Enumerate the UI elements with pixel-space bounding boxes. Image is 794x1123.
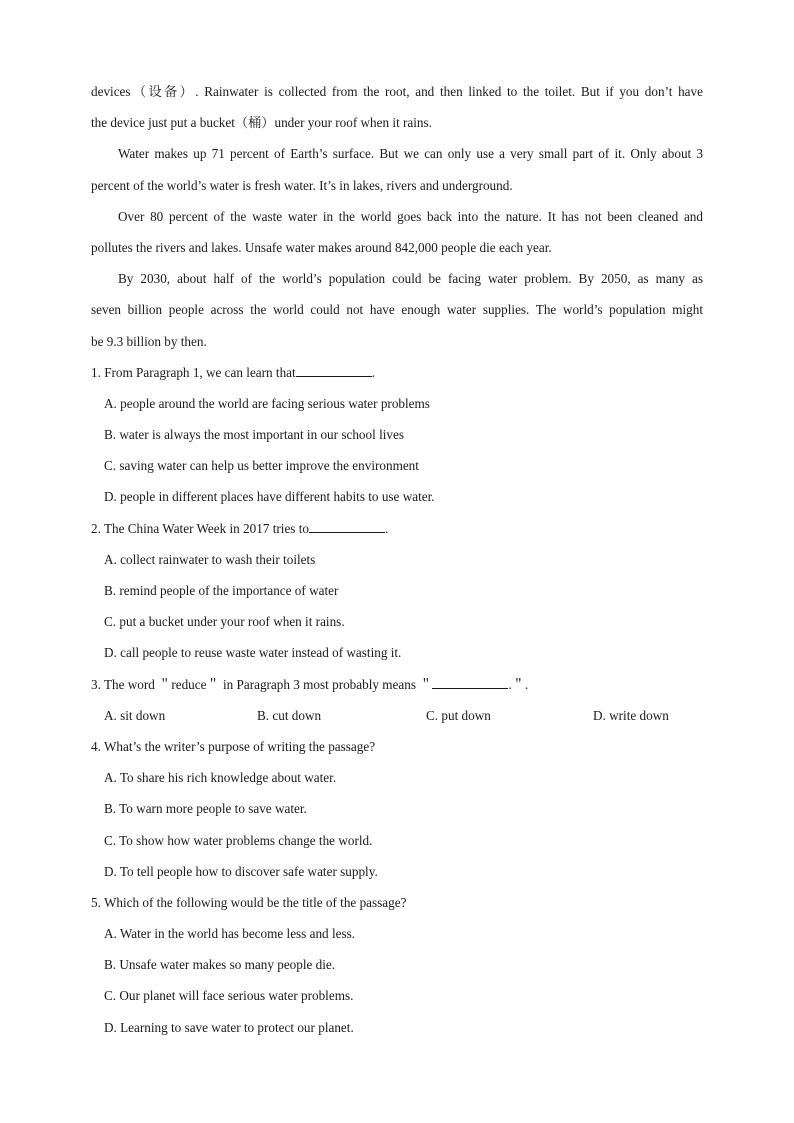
answer-option[interactable]: A. collect rainwater to wash their toilets [104, 551, 316, 567]
answer-blank[interactable] [432, 675, 508, 689]
answer-option[interactable]: A. To share his rich knowledge about water. [104, 770, 337, 786]
question-stem: 1. From Paragraph 1, we can learn that . [91, 364, 375, 380]
passage-line: seven billion people across the world could not have enough water supplies. The world’s population might [91, 302, 703, 318]
passage-line: the device just put a bucket（桶）under your roof when it rains. [91, 115, 432, 131]
passage-line: By 2030, about half of the world’s population could be facing water problem. By 2050, as many as [118, 271, 703, 287]
answer-option[interactable]: D. To tell people how to discover safe water supply. [104, 863, 378, 879]
passage-line: Over 80 percent of the waste water in the world goes back into the nature. It has not been cleaned and [118, 208, 703, 224]
answer-option[interactable]: D. call people to reuse waste water instead of wasting it. [104, 645, 402, 661]
answer-option[interactable]: B. Unsafe water makes so many people die. [104, 957, 336, 973]
question-stem: 2. The China Water Week in 2017 tries to . [91, 520, 389, 536]
answer-option[interactable]: D. Learning to save water to protect our planet. [104, 1019, 354, 1035]
passage-line: percent of the world’s water is fresh water. It’s in lakes, rivers and underground. [91, 177, 513, 193]
answer-options-row [91, 702, 703, 733]
answer-blank[interactable] [309, 519, 385, 533]
answer-option[interactable]: C. put a bucket under your roof when it rains. [104, 614, 345, 630]
answer-option[interactable]: C. Our planet will face serious water problems. [104, 988, 354, 1004]
answer-option[interactable]: B. cut down [257, 707, 322, 723]
answer-option[interactable]: A. people around the world are facing serious water problems [104, 395, 430, 411]
passage-line: be 9.3 billion by then. [91, 333, 207, 349]
answer-option[interactable]: B. To warn more people to save water. [104, 801, 307, 817]
document-page [91, 78, 703, 1045]
answer-blank[interactable] [296, 363, 372, 377]
answer-option[interactable]: C. saving water can help us better improve the environment [104, 458, 419, 474]
passage-line: pollutes the rivers and lakes. Unsafe water makes around 842,000 people die each year. [91, 239, 552, 255]
question-stem: 3. The word ＂reduce＂ in Paragraph 3 most probably means ＂ .＂. [91, 676, 529, 692]
answer-option[interactable]: A. Water in the world has become less and less. [104, 926, 356, 942]
answer-option[interactable]: B. remind people of the importance of water [104, 583, 339, 598]
passage-line: Water makes up 71 percent of Earth’s surface. But we can only use a very small part of it. Only about 3 [118, 146, 703, 162]
answer-option[interactable]: D. people in different places have different habits to use water. [104, 489, 435, 505]
answer-option[interactable]: C. To show how water problems change the world. [104, 832, 373, 848]
answer-option[interactable]: B. water is always the most important in our school lives [104, 427, 404, 443]
question-stem: 4. What’s the writer’s purpose of writing the passage? [91, 738, 376, 754]
answer-option[interactable]: A. sit down [104, 707, 166, 723]
answer-option[interactable]: C. put down [426, 707, 491, 723]
question-stem: 5. Which of the following would be the title of the passage? [91, 894, 407, 910]
answer-option[interactable]: D. write down [593, 707, 669, 723]
passage-line: devices（设备）. Rainwater is collected from the root, and then linked to the toilet. But if you don’t have [91, 84, 703, 99]
